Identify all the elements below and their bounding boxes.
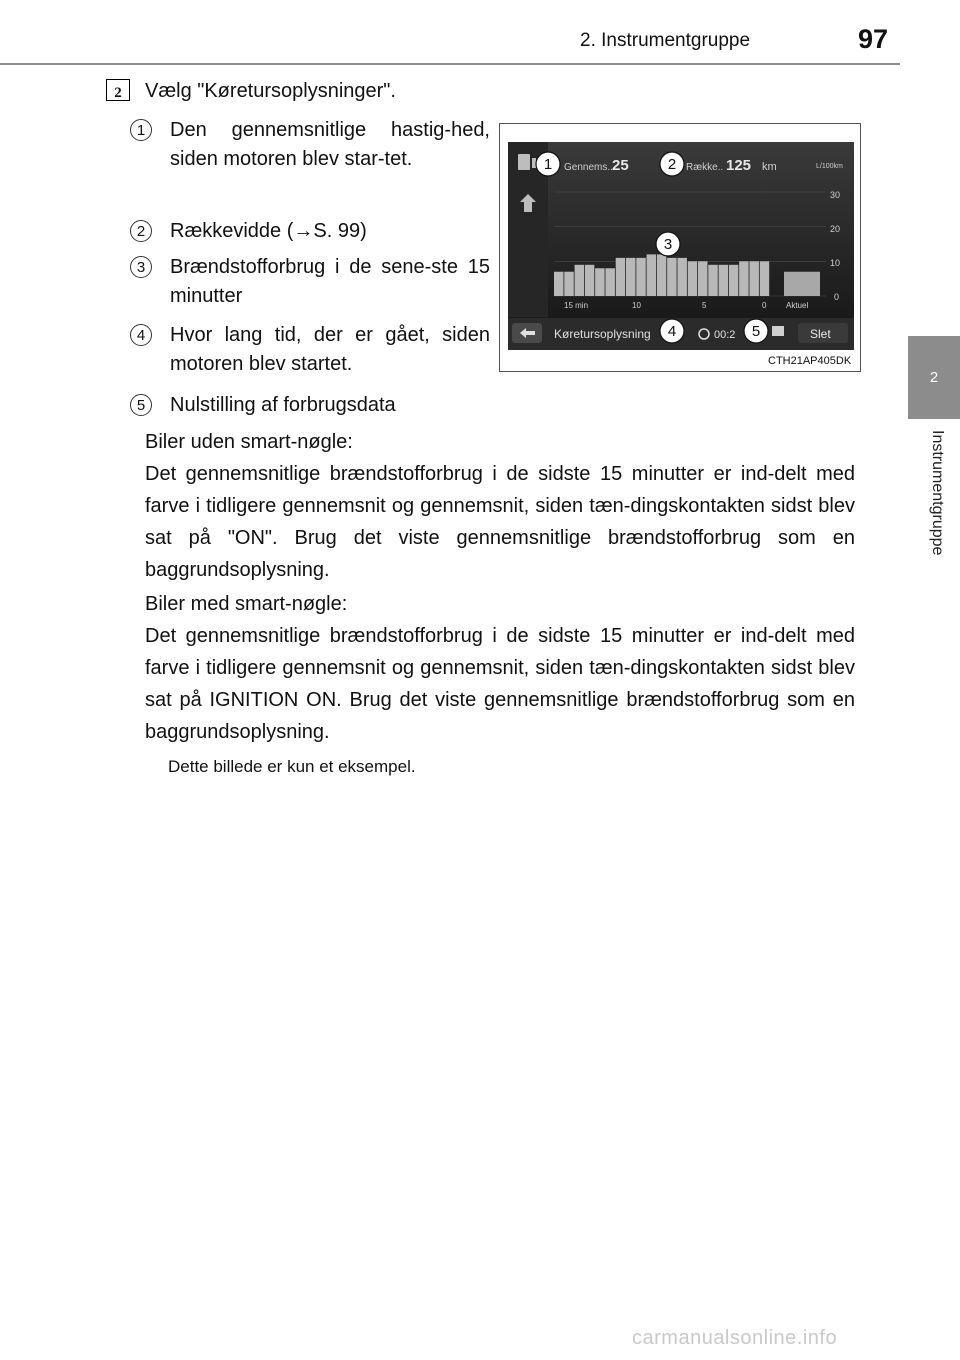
chapter-tab-label: Instrumentgruppe <box>929 430 946 556</box>
history-bar <box>575 265 584 296</box>
list-item-text: Brændstofforbrug i de sene-ste 15 minutter <box>170 256 490 307</box>
reset-icon[interactable] <box>772 326 784 336</box>
paragraph-body: Det gennemsnitlige brændstofforbrug i de sidste 15 minutter er ind-delt med farve i tidligere gennemsnit og gennemsnit, siden tæn-dingskontakten sidst blev sat på IGNITION ON. Brug det viste gennemsnitlige brændstofforbrug som en baggrundsoplysning. <box>145 625 855 743</box>
step-text: Vælg "Køretursoplysninger". <box>145 80 396 102</box>
elapsed-time: 00:2 <box>714 329 736 341</box>
history-bar <box>636 258 645 296</box>
paragraph-with-smart-key <box>145 588 855 748</box>
callout-number: 1 <box>130 119 152 141</box>
callout-number: 5 <box>130 394 152 416</box>
callout-5 <box>744 319 768 343</box>
history-bar <box>616 258 625 296</box>
range-value: 125 <box>726 157 752 174</box>
trip-info-chart <box>508 142 854 350</box>
clear-button[interactable] <box>798 323 848 343</box>
back-icon[interactable] <box>512 323 542 343</box>
callout-number: 4 <box>130 324 152 346</box>
header-rule <box>0 63 900 65</box>
x-tick-label: 5 <box>702 301 707 310</box>
history-bar <box>605 268 614 296</box>
history-bar <box>564 272 573 296</box>
paragraph-label: Biler uden smart-nøgle: <box>145 431 353 453</box>
clear-button-label: Slet <box>810 327 831 341</box>
y-tick-label: 20 <box>830 224 841 234</box>
callout-number: 2 <box>130 220 152 242</box>
history-bar <box>698 261 707 296</box>
y-tick-label: 0 <box>834 292 840 302</box>
history-bar <box>677 258 686 296</box>
callout-3 <box>656 232 680 256</box>
paragraph-without-smart-key <box>145 426 855 586</box>
section-title: 2. Instrumentgruppe <box>580 30 751 51</box>
x-tick-label: 15 min <box>564 301 589 310</box>
callout-5-label: 5 <box>751 323 761 340</box>
history-bar <box>739 261 748 296</box>
list-item-text: Nulstilling af forbrugsdata <box>170 394 396 416</box>
history-bar <box>657 254 666 296</box>
avg-speed-label: Gennems.. <box>564 162 613 173</box>
callout-2 <box>660 152 684 176</box>
callout-number: 3 <box>130 256 152 278</box>
callout-3-label: 3 <box>663 236 673 253</box>
consumption-unit: L/100km <box>816 163 843 170</box>
x-tick-label: 10 <box>632 301 641 310</box>
history-bar <box>626 258 635 296</box>
chapter-tab-number: 2 <box>929 369 939 386</box>
current-bar <box>784 272 820 296</box>
range-unit: km <box>762 161 777 173</box>
figure-code: CTH21AP405DK <box>768 355 852 367</box>
history-bar <box>554 272 563 296</box>
x-tick-label: 0 <box>762 301 767 310</box>
history-bar <box>749 261 758 296</box>
history-bar <box>585 265 594 296</box>
callout-1-label: 1 <box>543 156 553 173</box>
figure-frame <box>499 123 861 372</box>
callout-1 <box>536 152 560 176</box>
screen-title: Køretursoplysning <box>554 327 651 341</box>
list-item-text: Hvor lang tid, der er gået, siden motoren blev startet. <box>170 324 490 375</box>
avg-speed-value: 25 <box>612 157 629 174</box>
y-tick-label: 10 <box>830 258 841 268</box>
trip-info-screen <box>508 142 854 350</box>
history-bar <box>647 254 656 296</box>
callout-4 <box>660 319 684 343</box>
callout-2-label: 2 <box>667 156 677 173</box>
watermark: carmanualsonline.info <box>632 1327 838 1349</box>
history-bar <box>719 265 728 296</box>
history-bar <box>667 258 676 296</box>
history-bar <box>708 265 717 296</box>
example-note: Dette billede er kun et eksempel. <box>168 757 416 776</box>
history-bar <box>760 261 769 296</box>
paragraph-body: Det gennemsnitlige brændstofforbrug i de sidste 15 minutter er ind-delt med farve i tidligere gennemsnit og gennemsnit, siden tæn-dingskontakten sidst blev sat på "ON". Brug det viste gennemsnitlige brændstofforbrug som en baggrundsoplysning. <box>145 463 855 581</box>
x-tick-label: Aktuel <box>786 301 809 310</box>
callout-4-label: 4 <box>667 323 677 340</box>
chapter-tab <box>908 336 960 419</box>
y-tick-label: 30 <box>830 190 841 200</box>
history-bar <box>729 265 738 296</box>
history-bar <box>595 268 604 296</box>
paragraph-label: Biler med smart-nøgle: <box>145 593 348 615</box>
page-number: 97 <box>858 24 889 54</box>
range-label: Række.. <box>686 162 724 173</box>
list-item-text: Rækkevidde (→S. 99) <box>170 220 367 242</box>
history-bar <box>688 261 697 296</box>
list-item-text: Den gennemsnitlige hastig-hed, siden motoren blev star-tet. <box>170 119 490 170</box>
step-badge: 2 <box>106 79 130 101</box>
